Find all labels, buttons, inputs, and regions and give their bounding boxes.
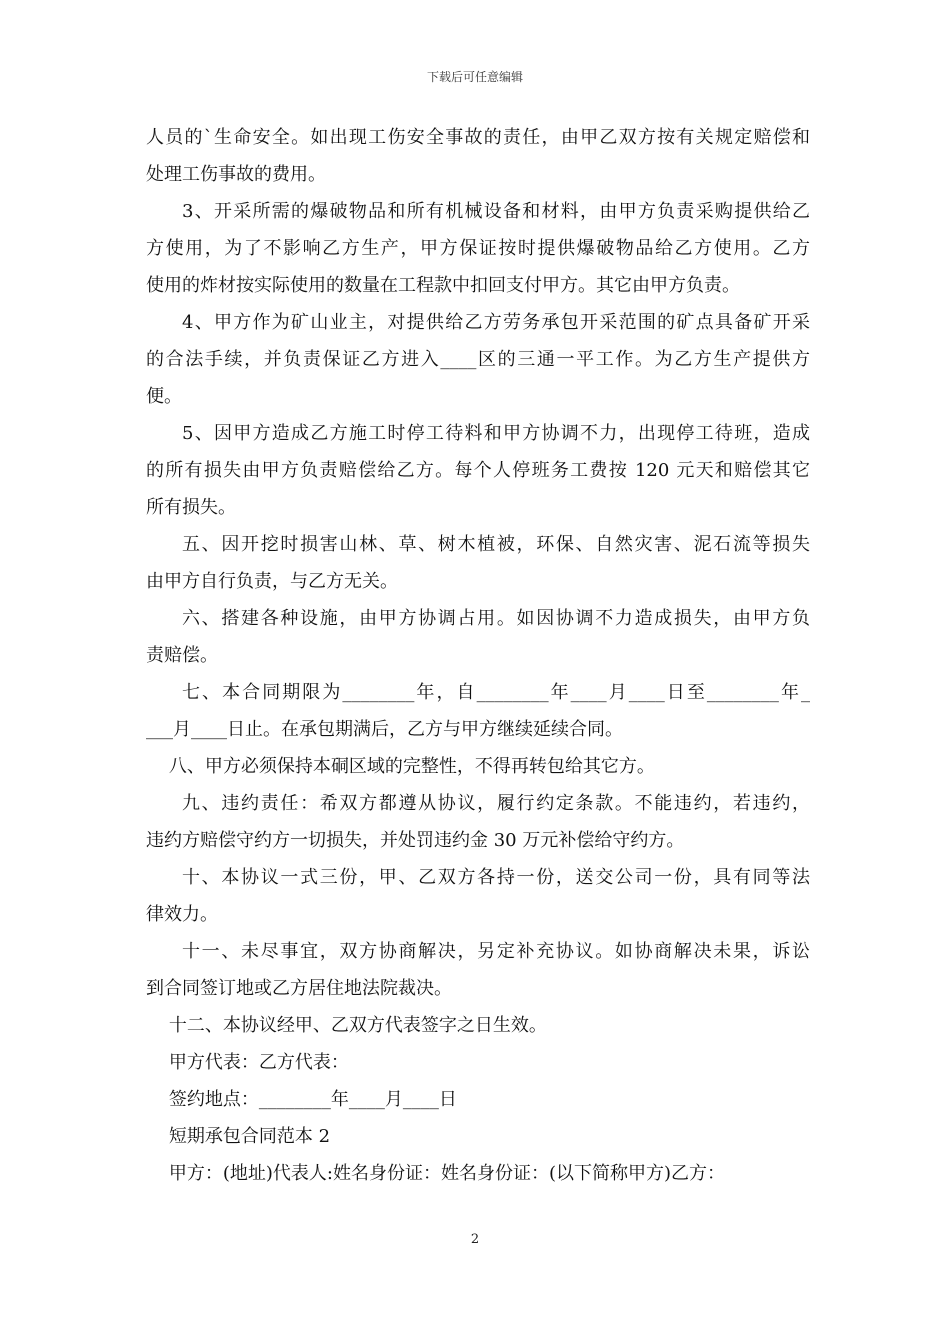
text-line: 4、甲方作为矿山业主，对提供给乙方劳务承包开采范围的矿点具备矿开采 [182, 312, 810, 333]
signature-line: 甲方代表：乙方代表： [146, 1052, 349, 1073]
page-header: 下载后可任意编辑 [426, 70, 523, 84]
text-line: 所有损失。 [146, 497, 236, 518]
text-line: 甲方：(地址)代表人:姓名身份证：姓名身份证：(以下简称甲方)乙方： [146, 1163, 726, 1184]
text-line: 律效力。 [146, 904, 218, 925]
text-line: 八、甲方必须保持本硐区域的完整性，不得再转包给其它方。 [146, 756, 655, 777]
text-line: 处理工伤事故的费用。 [146, 164, 326, 185]
text-line: 七、本合同期限为________年，自________年____月____日至________年_ [182, 682, 810, 703]
document-body [146, 119, 810, 1192]
text-line: 违约方赔偿守约方一切损失，并处罚违约金 30 万元补偿给守约方。 [146, 830, 685, 851]
text-line: ___月____日止。在承包期满后，乙方与甲方继续延续合同。 [146, 719, 623, 740]
text-line: 九、违约责任：希双方都遵从协议，履行约定条款。不能违约，若违约， [182, 793, 810, 814]
text-line: 5、因甲方造成乙方施工时停工待料和甲方协调不力，出现停工待班，造成 [182, 423, 810, 444]
text-line: 六、搭建各种设施，由甲方协调占用。如因协调不力造成损失，由甲方负 [182, 608, 810, 629]
page-number: 2 [470, 1232, 480, 1247]
text-line: 到合同签订地或乙方居住地法院裁决。 [146, 978, 452, 999]
text-line: 五、因开挖时损害山林、草、树木植被，环保、自然灾害、泥石流等损失 [182, 534, 810, 555]
signing-place-line: 签约地点：________年____月____日 [146, 1089, 457, 1110]
text-line: 使用的炸材按实际使用的数量在工程款中扣回支付甲方。其它由甲方负责。 [146, 275, 740, 296]
text-line: 十二、本协议经甲、乙双方代表签字之日生效。 [146, 1015, 547, 1036]
section-title: 短期承包合同范本 2 [146, 1126, 331, 1147]
text-line: 责赔偿。 [146, 645, 218, 666]
text-line: 十、本协议一式三份，甲、乙双方各持一份，送交公司一份，具有同等法 [182, 867, 810, 888]
text-line: 人员的`生命安全。如出现工伤安全事故的责任，由甲乙双方按有关规定赔偿和 [146, 127, 810, 148]
text-line: 方使用，为了不影响乙方生产，甲方保证按时提供爆破物品给乙方使用。乙方 [146, 238, 810, 259]
text-line: 3、开采所需的爆破物品和所有机械设备和材料，由甲方负责采购提供给乙 [182, 201, 810, 222]
text-line: 由甲方自行负责，与乙方无关。 [146, 571, 398, 592]
text-line: 的所有损失由甲方负责赔偿给乙方。每个人停班务工费按 120 元天和赔偿其它 [146, 460, 810, 481]
text-line: 便。 [146, 386, 182, 407]
text-line: 十一、未尽事宜，双方协商解决，另定补充协议。如协商解决未果，诉讼 [182, 941, 810, 962]
text-line: 的合法手续，并负责保证乙方进入____区的三通一平工作。为乙方生产提供方 [146, 349, 810, 370]
